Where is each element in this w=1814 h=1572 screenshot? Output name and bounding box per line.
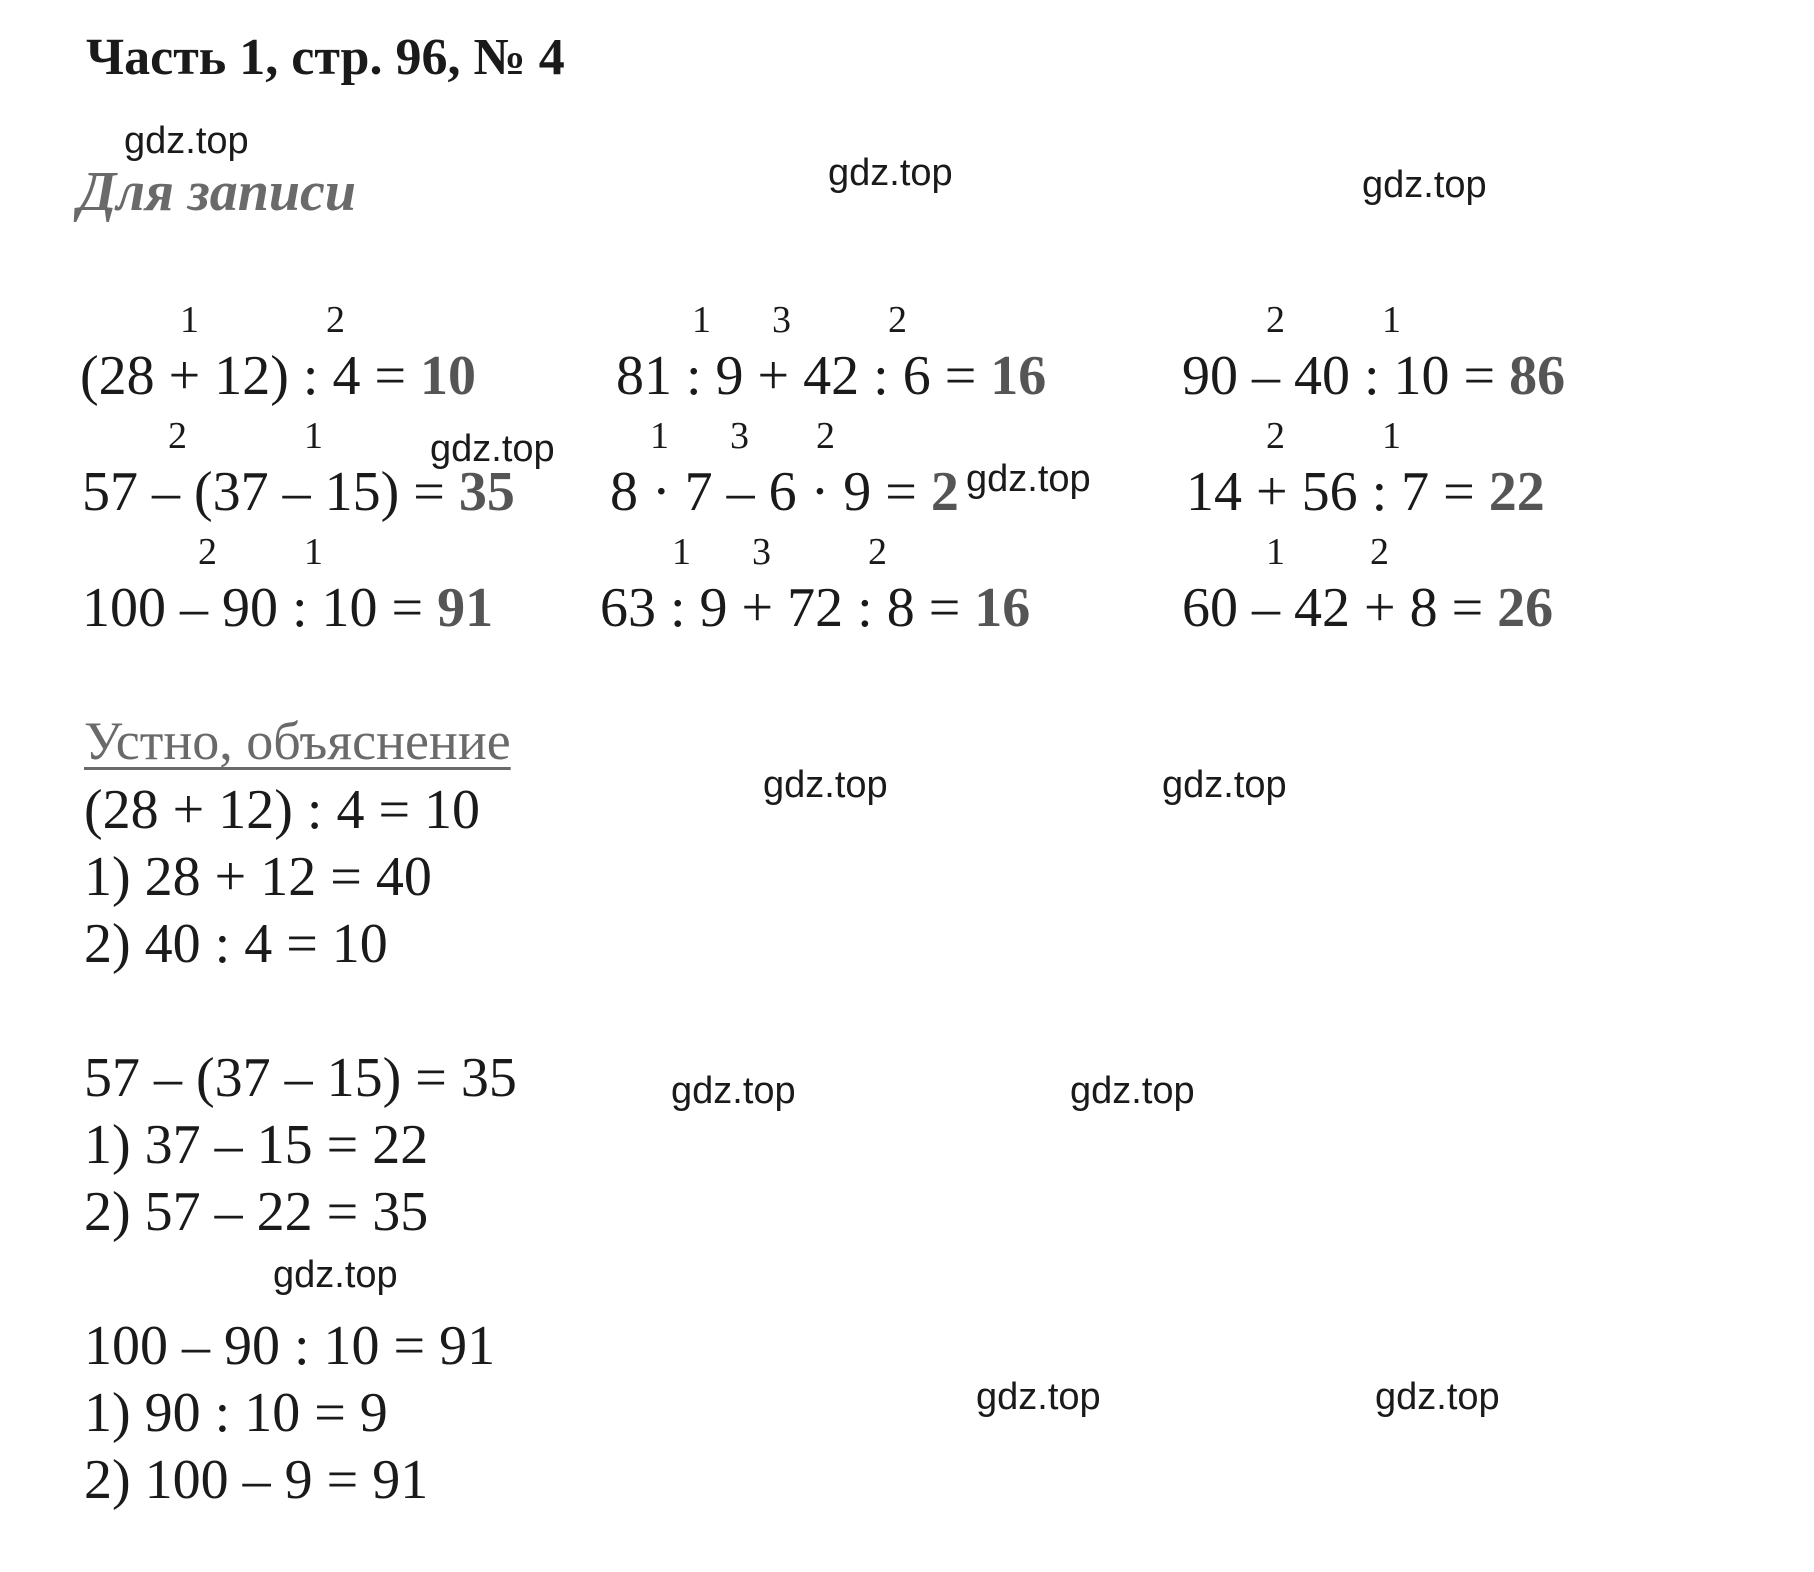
watermark: gdz.top [1070, 1070, 1195, 1112]
operation-order-number: 2 [198, 531, 217, 573]
operation-order-number: 2 [868, 531, 887, 573]
exercise-expression: 63 : 9 + 72 : 8 = 16 [600, 577, 1031, 639]
exercise-expression: 81 : 9 + 42 : 6 = 16 [616, 345, 1047, 407]
watermark: gdz.top [671, 1070, 796, 1112]
oral-expression: 100 – 90 : 10 = 91 [84, 1315, 496, 1377]
oral-expression: (28 + 12) : 4 = 10 [84, 779, 481, 841]
section-heading-oral: Устно, объяснение [84, 711, 511, 771]
operation-order-number: 3 [772, 299, 791, 341]
exercise-answer: 2 [930, 461, 959, 523]
oral-step: 1) 28 + 12 = 40 [84, 846, 432, 908]
exercise-expression: 14 + 56 : 7 = 22 [1186, 461, 1545, 523]
watermark: gdz.top [763, 764, 888, 806]
exercise-answer: 26 [1497, 577, 1554, 639]
exercise-expression: 100 – 90 : 10 = 91 [82, 577, 494, 639]
exercise-expression: 8 · 7 – 6 · 9 = 2 [610, 461, 959, 523]
operation-order-number: 1 [650, 415, 669, 457]
exercise-answer: 86 [1509, 345, 1566, 407]
operation-order-number: 1 [304, 415, 323, 457]
exercise-answer: 91 [437, 577, 494, 639]
exercise-expression: 90 – 40 : 10 = 86 [1182, 345, 1566, 407]
watermark: gdz.top [976, 1376, 1101, 1418]
operation-order-number: 1 [1266, 531, 1285, 573]
operation-order-number: 2 [888, 299, 907, 341]
operation-order-number: 1 [304, 531, 323, 573]
operation-order-number: 2 [1266, 415, 1285, 457]
exercise-expression: 60 – 42 + 8 = 26 [1182, 577, 1554, 639]
operation-order-number: 2 [168, 415, 187, 457]
exercise-expression: 57 – (37 – 15) = 35 [82, 461, 515, 523]
exercise-expression: (28 + 12) : 4 = 10 [80, 345, 477, 407]
oral-step: 2) 40 : 4 = 10 [84, 913, 388, 975]
operation-order-number: 1 [672, 531, 691, 573]
exercise-answer: 35 [458, 461, 515, 523]
watermark: gdz.top [1162, 764, 1287, 806]
oral-step: 1) 90 : 10 = 9 [84, 1382, 388, 1444]
watermark: gdz.top [1362, 164, 1487, 206]
oral-step: 1) 37 – 15 = 22 [84, 1114, 429, 1176]
watermark: gdz.top [124, 120, 249, 162]
exercise-answer: 16 [974, 577, 1031, 639]
watermark: gdz.top [966, 458, 1091, 500]
section-heading-for-writing: Для записи [78, 161, 356, 223]
operation-order-number: 3 [752, 531, 771, 573]
oral-expression: 57 – (37 – 15) = 35 [84, 1047, 517, 1109]
watermark: gdz.top [828, 152, 953, 194]
watermark: gdz.top [430, 428, 555, 470]
oral-step: 2) 57 – 22 = 35 [84, 1181, 429, 1243]
operation-order-number: 2 [1266, 299, 1285, 341]
operation-order-number: 1 [180, 299, 199, 341]
oral-step: 2) 100 – 9 = 91 [84, 1449, 429, 1511]
operation-order-number: 2 [1370, 531, 1389, 573]
operation-order-number: 2 [326, 299, 345, 341]
exercise-answer: 22 [1488, 461, 1545, 523]
operation-order-number: 1 [1382, 299, 1401, 341]
exercise-answer: 16 [990, 345, 1047, 407]
operation-order-number: 3 [730, 415, 749, 457]
operation-order-number: 2 [816, 415, 835, 457]
operation-order-number: 1 [692, 299, 711, 341]
operation-order-number: 1 [1382, 415, 1401, 457]
watermark: gdz.top [1375, 1376, 1500, 1418]
watermark: gdz.top [273, 1254, 398, 1296]
exercise-answer: 10 [420, 345, 477, 407]
page-title: Часть 1, стр. 96, № 4 [86, 29, 565, 86]
